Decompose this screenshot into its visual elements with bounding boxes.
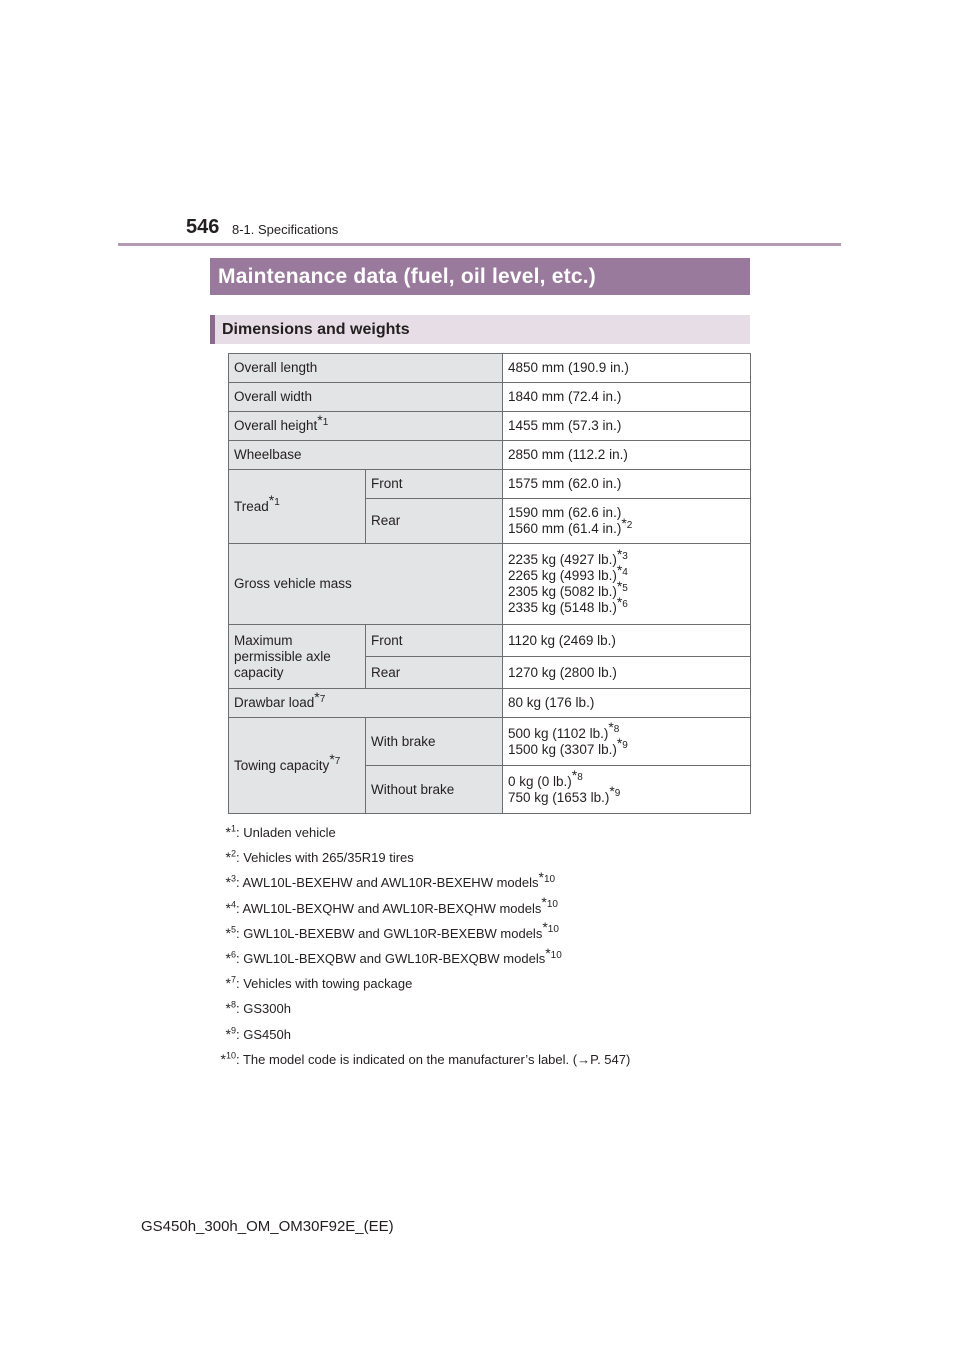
label-text: With brake <box>371 733 436 749</box>
value-line <box>508 767 745 790</box>
footnote <box>208 1022 630 1047</box>
header-rule <box>118 243 841 246</box>
asterisk: * <box>329 751 335 767</box>
row-value <box>503 470 751 499</box>
footnote-ref: 10 <box>543 874 556 886</box>
footnote-ref: 1 <box>322 416 329 428</box>
value-text: 80 kg (176 lb.) <box>508 695 595 710</box>
sub-label <box>366 499 503 544</box>
footnote-ref: 3 <box>622 550 628 562</box>
table-row <box>229 718 751 766</box>
row-value <box>503 544 751 625</box>
asterisk: * <box>621 514 627 531</box>
footnote <box>208 845 630 870</box>
subtitle-accent <box>210 315 215 344</box>
footnote-text: : GS450h <box>236 1026 291 1042</box>
value-text: 2265 kg (4993 lb.) <box>508 568 617 583</box>
footnote-mark <box>208 1047 236 1072</box>
label-text: Overall length <box>234 360 318 375</box>
label-line: permissible axle <box>234 648 331 664</box>
value-text: 4850 mm (190.9 in.) <box>508 360 629 375</box>
asterisk: * <box>571 767 578 783</box>
footnote-ref: 10 <box>546 899 558 911</box>
footnote-number: 4 <box>230 899 236 910</box>
footnote-number: 6 <box>230 949 236 960</box>
footnote-number: 2 <box>230 848 236 859</box>
row-label <box>229 625 366 689</box>
row-label <box>229 689 503 718</box>
row-value <box>503 383 751 412</box>
footnote-number: 3 <box>230 874 236 885</box>
footnote-mark <box>208 996 236 1021</box>
footnote <box>208 1047 630 1072</box>
footnote-ref: 8 <box>577 772 583 783</box>
row-label <box>229 354 503 383</box>
asterisk: * <box>538 869 544 886</box>
footnote-mark <box>208 921 236 946</box>
asterisk: * <box>220 1050 226 1067</box>
asterisk: * <box>225 975 231 992</box>
row-value <box>503 499 751 544</box>
value-text: 2235 kg (4927 lb.) <box>508 552 617 567</box>
label-line: capacity <box>234 664 284 680</box>
row-value <box>503 412 751 441</box>
sub-label <box>366 625 503 657</box>
page-title: Maintenance data (fuel, oil level, etc.) <box>218 264 596 288</box>
table-row <box>229 689 751 718</box>
value-text: 0 kg (0 lb.) <box>508 773 572 789</box>
footnote-number: 8 <box>230 1000 236 1011</box>
asterisk: * <box>542 919 548 936</box>
footnote-ref: 6 <box>622 598 628 610</box>
table-row <box>229 383 751 412</box>
asterisk: * <box>225 1025 231 1042</box>
footnote <box>208 820 630 845</box>
page-number: 546 <box>186 216 220 238</box>
value-line <box>508 593 745 616</box>
value-text: 750 kg (1653 lb.) <box>508 789 610 805</box>
footnote-number: 10 <box>225 1050 236 1061</box>
footnote-mark <box>208 946 236 971</box>
label-text: Overall width <box>234 389 313 404</box>
footnote-ref: 7 <box>319 693 326 705</box>
row-value <box>503 441 751 470</box>
value-text: 2305 kg (5082 lb.) <box>508 584 617 599</box>
label-text: Front <box>371 476 403 491</box>
asterisk: * <box>616 593 623 610</box>
footnote-mark <box>208 1022 236 1047</box>
asterisk: * <box>545 944 551 961</box>
value-text: 500 kg (1102 lb.) <box>508 725 609 741</box>
asterisk: * <box>616 545 623 562</box>
label-text: Drawbar load <box>234 695 315 710</box>
label-text: Rear <box>371 664 401 680</box>
sub-label <box>366 766 503 814</box>
value-line <box>508 514 745 537</box>
row-label <box>229 412 503 441</box>
footnote-mark <box>208 971 236 996</box>
asterisk: * <box>225 950 231 967</box>
row-label <box>229 470 366 544</box>
label-text: Overall height <box>234 418 318 433</box>
asterisk: * <box>225 899 231 916</box>
sub-label <box>366 657 503 689</box>
footnote-text: : Unladen vehicle <box>236 825 336 840</box>
value-text: 1590 mm (62.6 in.) <box>508 505 622 520</box>
footnote-text: : AWL10L-BEXEHW and AWL10R-BEXEHW models <box>236 875 539 891</box>
asterisk: * <box>314 688 320 705</box>
asterisk: * <box>609 783 615 799</box>
sub-label <box>366 718 503 766</box>
value-text: 1455 mm (57.3 in.) <box>508 418 622 433</box>
asterisk: * <box>317 411 323 428</box>
table-row <box>229 544 751 625</box>
footnote-mark <box>208 820 236 845</box>
footnotes <box>208 820 630 1072</box>
footnote-text: : Vehicles with towing package <box>236 976 413 992</box>
table-row <box>229 441 751 470</box>
footnote-ref: 1 <box>274 497 280 508</box>
row-value <box>503 689 751 718</box>
footnote-mark <box>208 845 236 870</box>
footnote-ref: 2 <box>626 519 633 531</box>
asterisk: * <box>225 874 231 891</box>
row-label <box>229 441 503 470</box>
asterisk: * <box>616 735 623 751</box>
value-line <box>508 735 745 758</box>
asterisk: * <box>225 1000 231 1017</box>
row-value <box>503 354 751 383</box>
footnote-ref: 9 <box>614 788 621 799</box>
label-text: Gross vehicle mass <box>234 576 352 591</box>
section-heading: Dimensions and weights <box>222 320 410 338</box>
footnote-ref: 5 <box>622 582 628 594</box>
label-text: Without brake <box>371 781 455 797</box>
value-line <box>508 783 745 806</box>
footnote-text: : The model code is indicated on the manufacturer’s label. (→P. 547) <box>236 1051 631 1067</box>
asterisk: * <box>616 561 623 578</box>
table-row <box>229 625 751 657</box>
footnote-ref: 4 <box>622 566 628 578</box>
table-row <box>229 470 751 499</box>
footnote <box>208 946 630 971</box>
footnote <box>208 921 630 946</box>
value-text: 1840 mm (72.4 in.) <box>508 389 622 404</box>
asterisk: * <box>225 924 231 941</box>
row-value <box>503 657 751 689</box>
asterisk: * <box>608 719 614 735</box>
row-value <box>503 766 751 814</box>
label-text: Towing capacity <box>234 757 330 773</box>
footnote-ref: 7 <box>334 756 341 767</box>
label-text: Rear <box>371 513 401 528</box>
asterisk: * <box>541 894 547 911</box>
table-row <box>229 354 751 383</box>
footnote-mark <box>208 870 236 895</box>
specifications-table <box>228 353 751 814</box>
footnote-mark <box>208 896 236 921</box>
row-value <box>503 718 751 766</box>
footnote-ref: 10 <box>547 924 559 936</box>
label-text: Tread <box>234 498 269 514</box>
asterisk: * <box>616 577 623 594</box>
asterisk: * <box>268 492 275 508</box>
footnote-ref: 8 <box>613 724 620 735</box>
footnote <box>208 896 630 921</box>
subtitle-bar <box>210 315 750 344</box>
title-bar <box>210 258 750 295</box>
footnote <box>208 996 630 1021</box>
footnote-number: 1 <box>230 823 236 834</box>
footnote <box>208 870 630 895</box>
footnote-text: : GWL10L-BEXEBW and GWL10R-BEXEBW models <box>236 925 543 941</box>
value-text: 1120 kg (2469 lb.) <box>508 632 616 648</box>
table-row <box>229 412 751 441</box>
section-label: 8-1. Specifications <box>232 222 339 237</box>
row-label <box>229 383 503 412</box>
value-text: 2850 mm (112.2 in.) <box>508 447 628 462</box>
footnote-text: : GS300h <box>236 1001 291 1017</box>
footnote <box>208 971 630 996</box>
footnote-text: : GWL10L-BEXQBW and GWL10R-BEXQBW models <box>236 951 546 967</box>
footnote-text: : Vehicles with 265/35R19 tires <box>236 850 414 866</box>
label-text: Wheelbase <box>234 447 302 462</box>
footnote-ref: 9 <box>622 740 628 751</box>
footnote-number: 9 <box>230 1025 236 1036</box>
row-label <box>229 544 503 625</box>
footnote-text: : AWL10L-BEXQHW and AWL10R-BEXQHW models <box>236 900 542 916</box>
footer-model-code: GS450h_300h_OM_OM30F92E_(EE) <box>141 1218 394 1235</box>
row-label <box>229 718 366 814</box>
value-text: 1500 kg (3307 lb.) <box>508 741 617 757</box>
asterisk: * <box>225 824 231 840</box>
value-text: 1270 kg (2800 lb.) <box>508 664 617 680</box>
footnote-number: 5 <box>230 924 236 935</box>
label-text: Front <box>371 632 403 648</box>
value-text: 2335 kg (5148 lb.) <box>508 600 617 615</box>
label-line: Maximum <box>234 632 293 648</box>
footnote-ref: 10 <box>550 949 562 961</box>
asterisk: * <box>225 849 231 866</box>
row-value <box>503 625 751 657</box>
value-text: 1560 mm (61.4 in.) <box>508 521 622 536</box>
sub-label <box>366 470 503 499</box>
footnote-number: 7 <box>230 974 236 985</box>
value-text: 1575 mm (62.0 in.) <box>508 476 622 491</box>
